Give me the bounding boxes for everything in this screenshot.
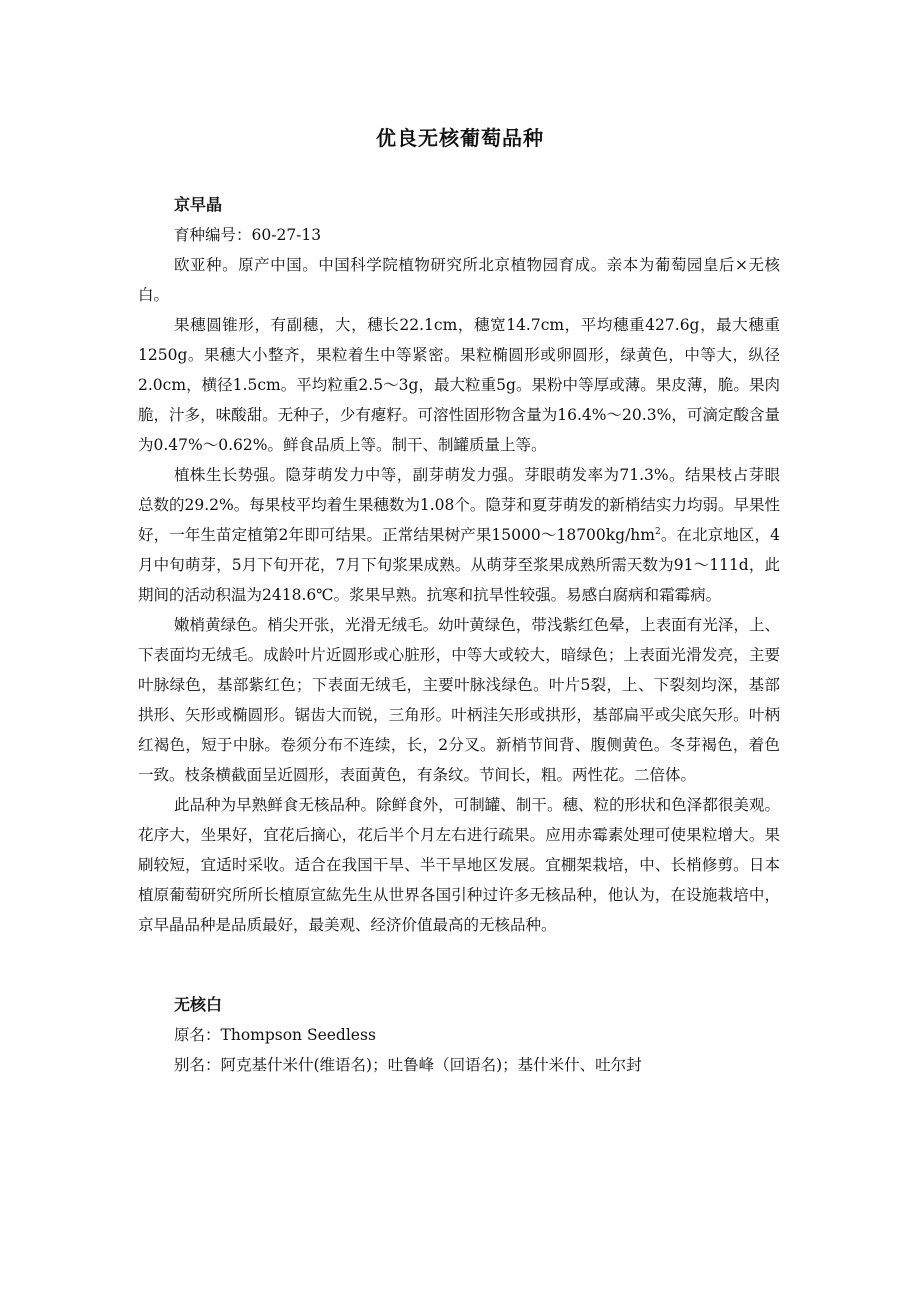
paragraph-cluster: 果穗圆锥形，有副穗，大，穗长22.1cm，穗宽14.7cm，平均穗重427.6g，最大穗重1250g。果穗大小整齐，果粒着生中等紧密。果粒椭圆形或卵圆形，绿黄色，中等大，纵径2.0cm，横径1.5cm。平均粒重2.5～3g，最大粒重5g。果粉中等厚或薄。果皮薄，脆。果肉脆，汁多，味酸甜。无种子，少有瘪籽。可溶性固形物含量为16.4%～20.3%，可滴定酸含量为0.47%～0.62%。鲜食品质上等。制干、制罐质量上等。 [138,316,780,454]
paragraph-growth [138,460,780,610]
variety-heading: 无核白 [174,995,223,1014]
variety-heading: 京早晶 [174,195,223,214]
variety-section-jingzaojing [138,190,780,940]
paragraph-growth-tail: 。在北京地区，4月中旬萌芽，5月下旬开花，7月下旬浆果成熟。从萌芽至浆果成熟所需天数为91～111d，此期间的活动积温为2418.6℃。浆果早熟。抗寒和抗旱性较强。易感白腐病和霜霉病。 [138,526,780,604]
section-spacer [138,940,780,990]
document-body [138,190,780,1080]
breeding-number: 育种编号：60-27-13 [174,226,322,244]
alias-names: 别名：阿克基什米什(维语名)；吐鲁峰（回语名)；基什米什、吐尔封 [174,1056,642,1074]
paragraph-origin: 欧亚种。原产中国。中国科学院植物研究所北京植物园育成。亲本为葡萄园皇后×无核白。 [138,256,780,304]
unit-superscript: 2 [655,526,661,537]
original-name: 原名：Thompson Seedless [174,1026,376,1044]
paragraph-growth-text: 植株生长势强。隐芽萌发力中等，副芽萌发力强。芽眼萌发率为71.3%。结果枝占芽眼总数的29.2%。每果枝平均着生果穗数为1.08个。隐芽和夏芽萌发的新梢结实力均弱。早果性好，一年生苗定植第2年即可结果。正常结果树产果15000～18700kg/hm [138,466,780,544]
document-title: 优良无核葡萄品种 [376,126,544,150]
variety-section-wuhebai [138,990,780,1080]
paragraph-evaluation: 此品种为早熟鲜食无核品种。除鲜食外，可制罐、制干。穗、粒的形状和色泽都很美观。花序大，坐果好，宜花后摘心，花后半个月左右进行疏果。应用赤霉素处理可使果粒增大。果刷较短，宜适时采收。适合在我国干旱、半干旱地区发展。宜棚架栽培，中、长梢修剪。日本植原葡萄研究所所长植原宣紘先生从世界各国引种过许多无核品种，他认为，在设施栽培中，京早晶品种是品质最好，最美观、经济价值最高的无核品种。 [138,796,780,934]
paragraph-morphology: 嫩梢黄绿色。梢尖开张，光滑无绒毛。幼叶黄绿色，带浅紫红色晕，上表面有光泽，上、下表面均无绒毛。成龄叶片近圆形或心脏形，中等大或较大，暗绿色；上表面光滑发亮，主要叶脉绿色，基部紫红色；下表面无绒毛，主要叶脉浅绿色。叶片5裂，上、下裂刻均深，基部拱形、矢形或椭圆形。锯齿大而锐，三角形。叶柄洼矢形或拱形，基部扁平或尖底矢形。叶柄红褐色，短于中脉。卷须分布不连续，长，2分叉。新梢节间背、腹侧黄色。冬芽褐色，着色一致。枝条横截面呈近圆形，表面黄色，有条纹。节间长，粗。两性花。二倍体。 [138,616,780,784]
